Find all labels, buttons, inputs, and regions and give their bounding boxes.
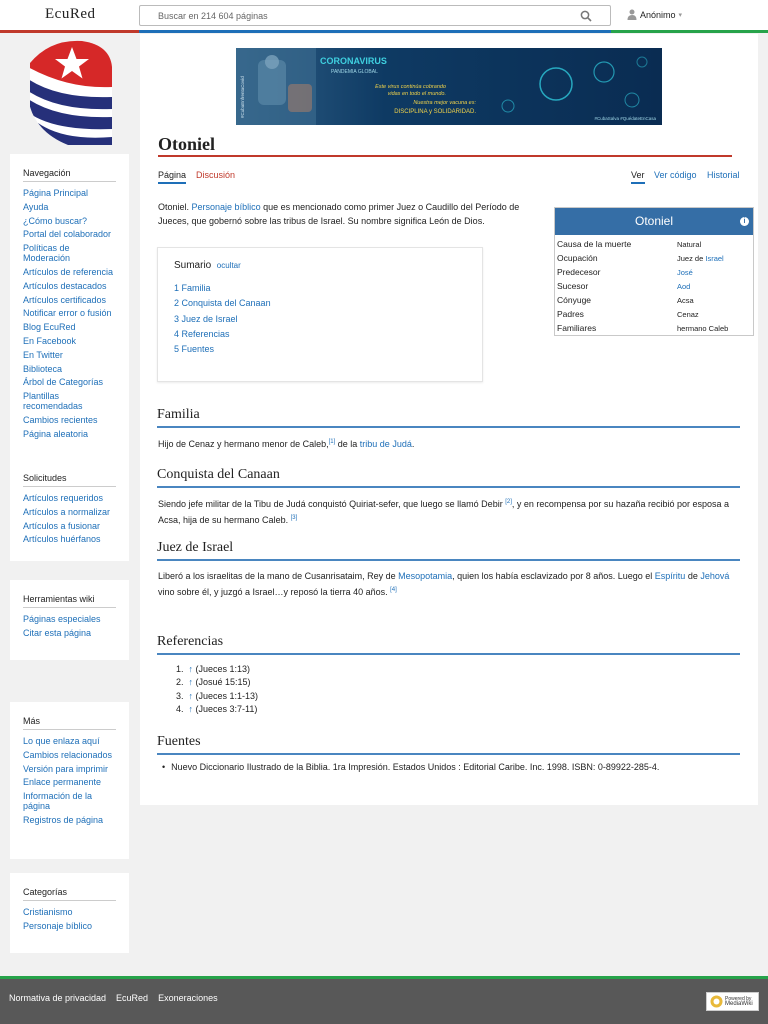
infobox	[554, 207, 754, 336]
infobox-row	[555, 279, 753, 293]
sidebar-item-plantillas[interactable]: Plantillas recomendadas	[23, 391, 83, 412]
main-content	[140, 34, 758, 805]
stripe-red	[0, 30, 139, 33]
mediawiki-logo-icon	[710, 995, 723, 1008]
text: , y en recompensa por su hazaña recibió por esposa a Acsa, hija de su hermano Caleb.	[158, 499, 730, 525]
sidebar-item-biblioteca[interactable]: Biblioteca	[23, 363, 63, 374]
heading-juez: Juez de Israel	[157, 540, 740, 561]
infobox-key: Padres	[557, 309, 584, 319]
link-mesopotamia[interactable]: Mesopotamia	[398, 571, 453, 581]
sidebar-navegacion	[10, 154, 129, 463]
sidebar-item-normalizar[interactable]: Artículos a normalizar	[23, 506, 111, 517]
badge-line-2: MediaWiki	[725, 1000, 753, 1007]
infobox-value: Cenaz	[677, 309, 699, 319]
sidebar-item-portal[interactable]: Portal del colaborador	[23, 229, 112, 240]
reference-text: (Jueces 1:1-13)	[193, 690, 259, 701]
toc-item-juez[interactable]: 3 Juez de Israel	[174, 313, 238, 324]
back-arrow-icon[interactable]: ↑	[188, 690, 194, 701]
infobox-title: Otoniel	[634, 214, 674, 228]
sidebar-categorias	[10, 873, 129, 953]
banner-line-2: vidas en todo el mundo.	[387, 91, 446, 97]
ref-link-2[interactable]: [2]	[505, 499, 512, 505]
text: .	[411, 439, 415, 449]
infobox-link-aod[interactable]: Aod	[677, 281, 691, 291]
tab-ver[interactable]: Ver	[631, 170, 645, 184]
ref-link-4[interactable]: [4]	[390, 587, 397, 593]
sidebar-item-requeridos[interactable]: Artículos requeridos	[23, 493, 104, 503]
footer-link-ecured[interactable]: EcuRed	[116, 993, 149, 1003]
tab-historial[interactable]: Historial	[707, 170, 740, 180]
tab-discusion[interactable]: Discusión	[196, 170, 236, 180]
sidebar-item-fusionar[interactable]: Artículos a fusionar	[23, 520, 101, 531]
sidebar-item-citar[interactable]: Citar esta página	[23, 627, 92, 638]
ref-link-1[interactable]: [1]	[328, 439, 336, 445]
reference-number: 2.	[176, 677, 184, 688]
infobox-row	[555, 321, 753, 335]
infobox-header	[555, 208, 753, 235]
infobox-value: Natural	[677, 239, 702, 249]
infobox-row	[555, 307, 753, 321]
infobox-value: hermano Caleb	[677, 323, 729, 333]
sidebar-item-articulos-destacados[interactable]: Artículos destacados	[23, 280, 107, 291]
ecured-flag-logo[interactable]	[28, 37, 112, 145]
toc-item-familia[interactable]: 1 Familia	[174, 283, 211, 293]
infobox-row	[555, 293, 753, 307]
infobox-key: Predecesor	[557, 267, 601, 277]
banner-line-3: Nuestra mejor vacuna es:	[413, 100, 476, 106]
toc-item-conquista[interactable]: 2 Conquista del Canaan	[174, 298, 271, 309]
intro-paragraph	[158, 200, 530, 228]
heading-fuentes: Fuentes	[157, 734, 740, 755]
infobox-value: Acsa	[677, 295, 694, 305]
sidebar-item-registros[interactable]: Registros de página	[23, 814, 104, 825]
sidebar-herramientas	[10, 580, 129, 660]
user-label[interactable]: Anónimo	[640, 9, 676, 20]
text: vino sobre él, y juzgó a Israel…y reposó la tierra 40 años.	[158, 587, 391, 597]
reference-item	[176, 676, 258, 689]
sidebar-item-blog[interactable]: Blog EcuRed	[23, 322, 76, 333]
search-icon[interactable]	[580, 10, 592, 22]
text: Siendo jefe militar de la Tibu de Judá conquistó Quiriat-sefer, que luego se llamó Debir	[158, 499, 506, 509]
category-link-personaje-biblico[interactable]: Personaje bíblico	[23, 920, 93, 931]
search-input[interactable]	[158, 9, 578, 23]
sidebar-item-cambios-recientes[interactable]: Cambios recientes	[23, 414, 98, 425]
infobox-link-israel[interactable]: Israel	[705, 253, 724, 263]
search-box[interactable]	[139, 5, 611, 26]
sidebar-mas	[10, 702, 129, 859]
infobox-key: Ocupación	[557, 253, 598, 263]
reference-text: (Josué 15:15)	[193, 677, 251, 688]
paragraph-juez	[158, 569, 743, 599]
text: de la	[335, 439, 360, 449]
infobox-table	[555, 237, 753, 335]
infobox-row	[555, 265, 753, 279]
sidebar-solicitudes	[10, 459, 129, 561]
sidebar-item-facebook[interactable]: En Facebook	[23, 335, 77, 346]
sidebar-item-twitter[interactable]: En Twitter	[23, 349, 63, 360]
banner-headline: CORONAVIRUS	[320, 56, 387, 66]
references-list	[176, 663, 258, 716]
sidebar-item-huerfanos[interactable]: Artículos huérfanos	[23, 534, 101, 545]
infobox-value-text: Juez de	[677, 253, 706, 263]
site-logo-text[interactable]: EcuRed	[45, 6, 96, 22]
ref-link-3[interactable]: [3]	[290, 515, 298, 521]
source-item: • Nuevo Diccionario Ilustrado de la Biblia. 1ra Impresión. Estados Unidos : Editorial Caribe. Inc. 1998. ISBN: 0-89922-285-4.	[162, 762, 659, 772]
toc-toggle-link[interactable]: ocultar	[216, 261, 241, 270]
infobox-key: Sucesor	[557, 281, 589, 291]
sidebar-item-arbol-categorias[interactable]: Árbol de Categorías	[23, 377, 104, 388]
toc-item-referencias[interactable]: 4 Referencias	[174, 328, 230, 339]
heading-conquista: Conquista del Canaan	[157, 467, 740, 488]
reference-number: 4.	[176, 703, 184, 714]
banner-subhead: PANDEMIA GLOBAL	[331, 69, 378, 75]
tab-pagina[interactable]: Página	[158, 170, 186, 184]
intro-text: que es mencionado como primer Juez o Caudillo del Período de Jueces, que gobernó sobre las tribus de Israel. Su nombre significa León de Dios.	[158, 202, 520, 226]
tab-ver-codigo[interactable]: Ver código	[654, 170, 697, 180]
banner-line-4: DISCIPLINA y SOLIDARIDAD.	[394, 109, 476, 115]
sidebar-heading: Categorías	[23, 887, 116, 901]
footer-links	[9, 993, 218, 1003]
badge-line-1: Powered by	[725, 995, 752, 1002]
table-of-contents	[157, 247, 483, 382]
stripe-green	[0, 976, 768, 979]
text: Liberó a los israelitas de la mano de Cusanrisataim, Rey de	[158, 571, 399, 581]
sidebar-item-ayuda[interactable]: Ayuda	[23, 201, 49, 212]
infobox-value	[675, 251, 753, 265]
back-arrow-icon[interactable]: ↑	[188, 677, 194, 688]
infobox-row	[555, 251, 753, 265]
link-personaje-biblico[interactable]: Personaje bíblico	[191, 202, 261, 212]
sidebar-heading: Más	[23, 716, 116, 730]
user-icon	[627, 9, 637, 20]
heading-referencias: Referencias	[157, 634, 740, 655]
sidebar-heading: Herramientas wiki	[23, 594, 116, 608]
reference-text: (Jueces 3:7-11)	[193, 703, 258, 714]
sidebar-item-enlaza-aqui[interactable]: Lo que enlaza aquí	[23, 736, 100, 746]
footer-link-exoneraciones[interactable]: Exoneraciones	[158, 993, 218, 1003]
back-arrow-icon[interactable]: ↑	[188, 703, 194, 714]
category-link-cristianismo[interactable]: Cristianismo	[23, 907, 73, 917]
sidebar-item-articulos-certificados[interactable]: Artículos certificados	[23, 294, 107, 305]
sidebar-heading: Solicitudes	[23, 473, 116, 487]
paragraph-familia	[158, 435, 743, 451]
toc-title: Sumario	[174, 260, 212, 271]
sidebar-item-articulos-referencia[interactable]: Artículos de referencia	[23, 266, 114, 277]
intro-text: Otoniel.	[158, 202, 192, 212]
chevron-down-icon[interactable]: ▾	[678, 11, 683, 19]
text: de	[685, 571, 701, 581]
link-tribu-de-juda[interactable]: tribu de Judá	[359, 439, 412, 449]
reference-text: (Jueces 1:13)	[193, 664, 251, 674]
sources-list	[162, 762, 659, 772]
sidebar-item-enlace-permanente[interactable]: Enlace permanente	[23, 777, 102, 788]
banner-line-1: Este virus continúa cobrando	[375, 84, 446, 90]
infobox-key: Cónyuge	[557, 295, 592, 305]
sidebar-item-notificar-error[interactable]: Notificar error o fusión	[23, 308, 112, 319]
info-icon[interactable]: i	[740, 217, 749, 226]
text: , quien los había esclavizado por 8 años. Luego el	[452, 571, 655, 581]
sidebar-item-paginas-especiales[interactable]: Páginas especiales	[23, 614, 101, 624]
infobox-link-jose[interactable]: José	[677, 267, 693, 277]
footer-link-privacidad[interactable]: Normativa de privacidad	[9, 993, 107, 1003]
link-jehova[interactable]: Jehová	[700, 571, 730, 581]
title-divider	[158, 155, 732, 157]
reference-item	[176, 663, 258, 676]
user-menu[interactable]	[627, 9, 682, 20]
infobox-key: Familiares	[557, 323, 597, 333]
sidebar-item-cambios-relacionados[interactable]: Cambios relacionados	[23, 749, 113, 760]
sidebar-item-pagina-principal[interactable]: Página Principal	[23, 188, 89, 198]
banner-tag-left: #CubaEnfrentaCovid	[240, 76, 245, 118]
reference-item	[176, 703, 258, 716]
reference-number: 3.	[176, 690, 184, 701]
top-bar	[0, 0, 768, 33]
banner-tag-right: #CubaSalva #QuédateEnCasa	[594, 116, 656, 121]
powered-by-mediawiki-badge[interactable]	[706, 992, 759, 1011]
sidebar-heading: Navegación	[23, 168, 116, 182]
footer	[0, 976, 768, 1024]
sidebar-item-como-buscar[interactable]: ¿Cómo buscar?	[23, 215, 88, 226]
infobox-key: Causa de la muerte	[557, 239, 632, 249]
toc-item-fuentes[interactable]: 5 Fuentes	[174, 344, 215, 355]
reference-item	[176, 690, 258, 703]
paragraph-conquista	[158, 495, 743, 527]
stripe-green	[611, 30, 768, 33]
infobox-value	[675, 265, 753, 279]
heading-familia: Familia	[157, 407, 740, 428]
infobox-value	[675, 279, 753, 293]
reference-number: 1.	[176, 664, 184, 674]
sidebar-item-pagina-aleatoria[interactable]: Página aleatoria	[23, 428, 89, 439]
stripe-blue	[139, 30, 611, 33]
sidebar-item-informacion[interactable]: Información de la página	[23, 791, 93, 812]
page-title: Otoniel	[158, 134, 215, 154]
infobox-row	[555, 237, 753, 251]
coronavirus-banner[interactable]	[236, 48, 662, 125]
sidebar-item-politicas[interactable]: Políticas de Moderación	[23, 243, 71, 264]
back-arrow-icon[interactable]: ↑	[188, 664, 194, 674]
sidebar-item-imprimir[interactable]: Versión para imprimir	[23, 763, 109, 774]
link-espiritu[interactable]: Espíritu	[654, 571, 686, 581]
text: Hijo de Cenaz y hermano menor de Caleb,	[158, 439, 329, 449]
